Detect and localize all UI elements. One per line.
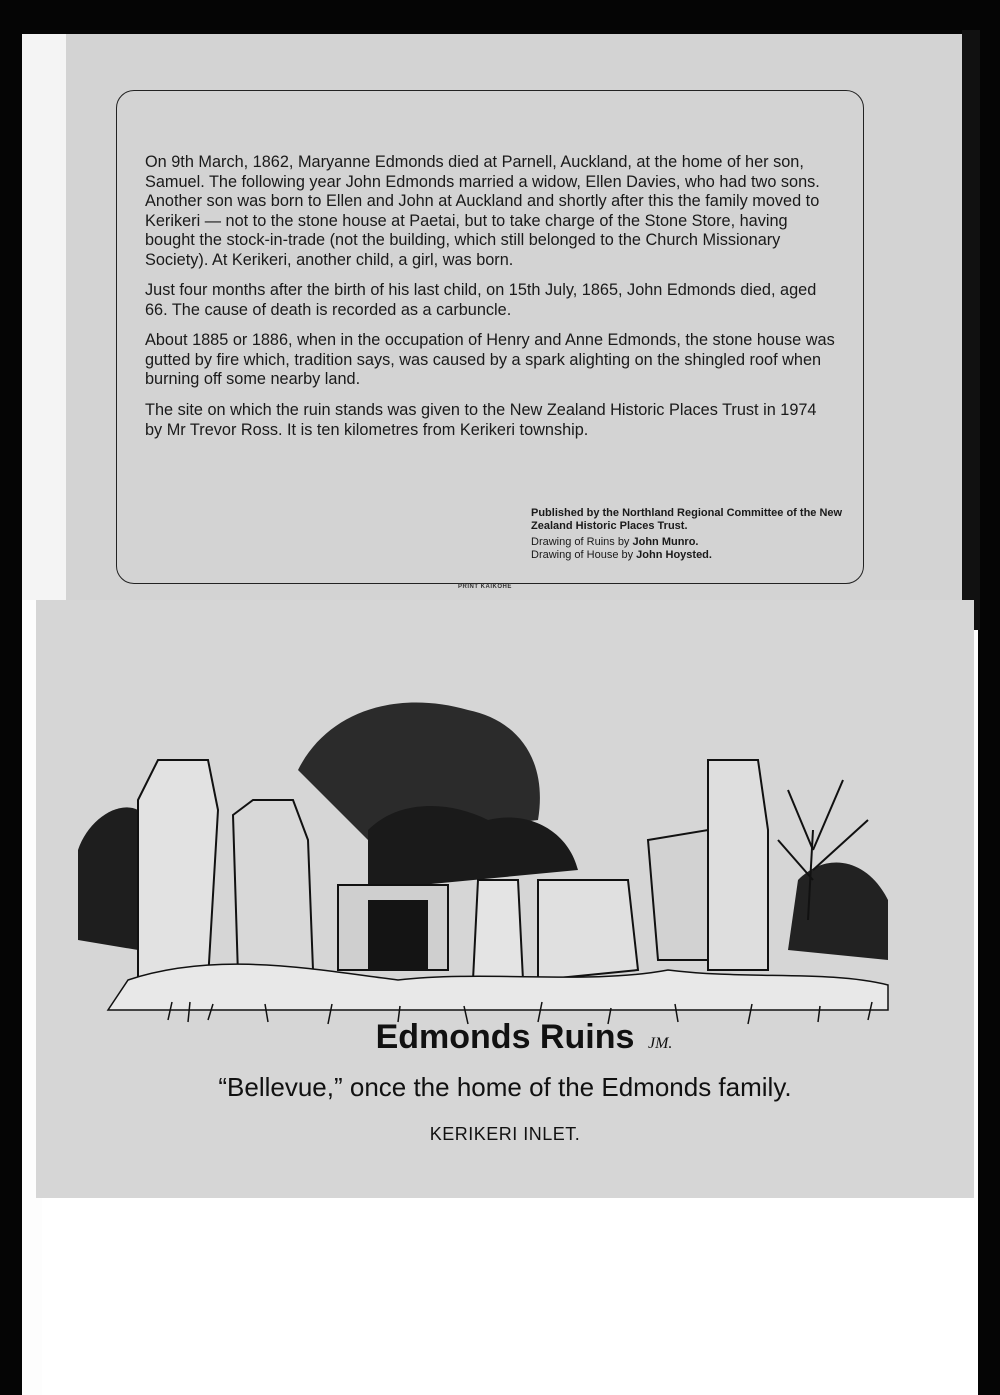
cover-subtitle: “Bellevue,” once the home of the Edmonds family. [218, 1072, 792, 1102]
credits-block [531, 507, 851, 562]
printer-mark: PRINT KAIKOHE [458, 584, 512, 590]
ruins-credit-prefix: Drawing of Ruins by [531, 536, 633, 548]
paragraph-3: About 1885 or 1886, when in the occupation of Henry and Anne Edmonds, the stone house was gutted by fire which, tradition says, was caused by a spark alighting on the shingled roof when burning off some nearby land. [145, 331, 835, 388]
doorway-dark [368, 900, 428, 970]
bush-center [368, 806, 578, 890]
wall-left [138, 760, 218, 980]
wall-center [473, 880, 523, 980]
scanner-border-left [0, 0, 22, 1395]
cover-location: KERIKERI INLET. [429, 1124, 581, 1144]
scanner-border-right [978, 0, 1000, 1395]
chimney-right [708, 760, 768, 970]
tree-foliage-left [78, 807, 138, 950]
text-frame [116, 90, 864, 584]
scanner-shadow-right [962, 30, 980, 630]
paragraph-1: On 9th March, 1862, Maryanne Edmonds died at Parnell, Auckland, at the home of her son, Samuel. The following year John Edmonds married a widow, Ellen Davies, who had two sons. Another son was born to Ellen and John at Auckland and shortly after this the family moved to Kerikeri — not to the stone house at Paetai, but to take charge of the Stone Store, having bought the stock-in-trade (not the building, which still belonged to the Church Missionary Society). At Kerikeri, another child, a girl, was born. [145, 153, 820, 269]
ruins-artist-name: John Munro. [632, 536, 699, 548]
wall-far-right [648, 830, 708, 960]
publisher-credit: Published by the Northland Regional Committee of the New Zealand Historic Places Trust. [531, 507, 843, 532]
house-drawing-credit [531, 549, 851, 562]
ruins-drawing-credit [531, 536, 851, 549]
cover-title: Edmonds Ruins [375, 1018, 635, 1056]
leaflet-front-cover [36, 600, 974, 1198]
house-credit-prefix: Drawing of House by [531, 549, 637, 561]
wall-left-2 [233, 800, 313, 975]
house-artist-name: John Hoysted. [636, 549, 712, 561]
wall-right-center [538, 880, 638, 980]
bush-right [788, 863, 888, 960]
leaflet-back-page [66, 34, 962, 608]
paragraph-2: Just four months after the birth of his last child, on 15th July, 1865, John Edmonds died, aged 66. The cause of death is recorded as a carbuncle. [145, 281, 817, 319]
ruins-drawing [68, 650, 904, 1060]
page-margin-top [22, 34, 66, 609]
artist-signature: JM. [648, 1035, 673, 1052]
scanner-border-top [0, 0, 1000, 34]
paragraph-4: The site on which the ruin stands was given to the New Zealand Historic Places Trust in 1974 by Mr Trevor Ross. It is ten kilometres from Kerikeri township. [145, 401, 817, 439]
